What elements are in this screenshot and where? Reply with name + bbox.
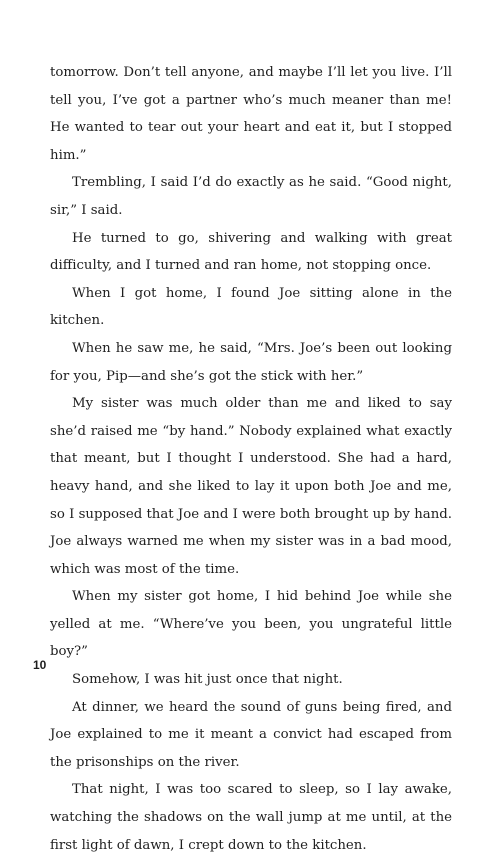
paragraph-6: My sister was much older than me and liked to say she’d raised me “by hand.” Nobody explained what exactly that meant, but I thought I understood. She had a hard, heavy hand, and she liked to lay it upon both Joe and me, so I supposed that Joe and I were both brought up by hand. Joe always warned me when my sister was in a bad mood, which was most of the time. (50, 396, 452, 577)
paragraph-4: When I got home, I found Joe sitting alone in the kitchen. (50, 285, 452, 329)
body-text (50, 59, 452, 859)
paragraph-8: Somehow, I was hit just once that night. (72, 672, 343, 688)
paragraph-10: That night, I was too scared to sleep, so I lay awake, watching the shadows on the wall jump at me until, at the first light of dawn, I crept down to the kitchen. (50, 782, 452, 853)
paragraph-7: When my sister got home, I hid behind Joe while she yelled at me. “Where’ve you been, you ungrateful little boy?” (50, 589, 452, 660)
paragraph-9: At dinner, we heard the sound of guns being fired, and Joe explained to me it meant a convict had escaped from the prisonships on the river. (50, 699, 452, 770)
paragraph-1: tomorrow. Don’t tell anyone, and maybe I’ll let you live. I’ll tell you, I’ve got a partner who’s much meaner than me! He wanted to tear out your heart and eat it, but I stopped him.” (50, 65, 452, 163)
paragraph-5: When he saw me, he said, “Mrs. Joe’s been out looking for you, Pip—and she’s got the stick with her.” (50, 340, 452, 384)
paragraph-3: He turned to go, shivering and walking with great difficulty, and I turned and ran home, not stopping once. (50, 230, 452, 274)
paragraph-2: Trembling, I said I’d do exactly as he said. “Good night, sir,” I said. (50, 175, 452, 218)
page-number: 10 (33, 658, 47, 672)
